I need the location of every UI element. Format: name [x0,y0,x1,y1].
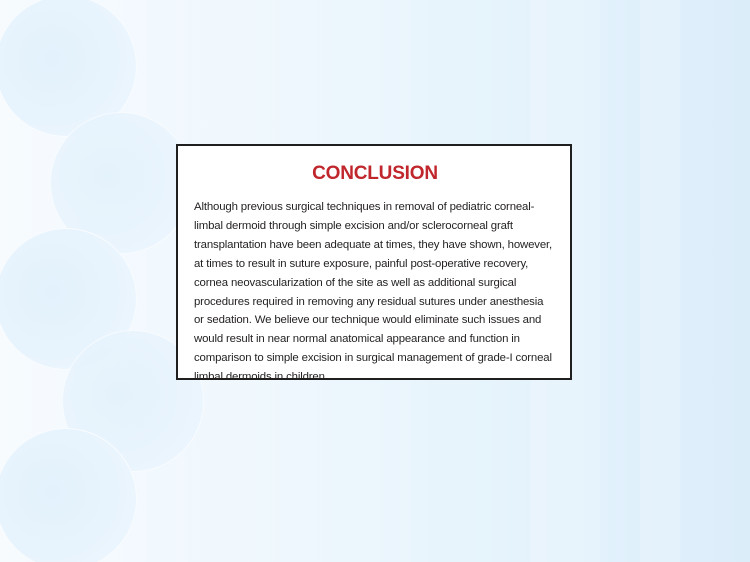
background-stripe [640,0,680,562]
conclusion-body-text: Although previous surgical techniques in removal of pediatric corneal-limbal dermoid through simple excision and/or sclerocorneal graft transplantation have been adequate at times, they have shown, however, at times to result in suture exposure, painful post-operative recovery, cornea neovascularization of the site as well as additional surgical procedures required in removing any residual sutures under anesthesia or sedation. We believe our technique would eliminate such issues and would result in near normal anatomical appearance and function in comparison to simple excision in surgical management of grade-I corneal limbal dermoids in children. [194,201,553,384]
conclusion-box [176,144,572,384]
conclusion-title: CONCLUSION [312,163,438,184]
decorative-circle [0,428,137,562]
